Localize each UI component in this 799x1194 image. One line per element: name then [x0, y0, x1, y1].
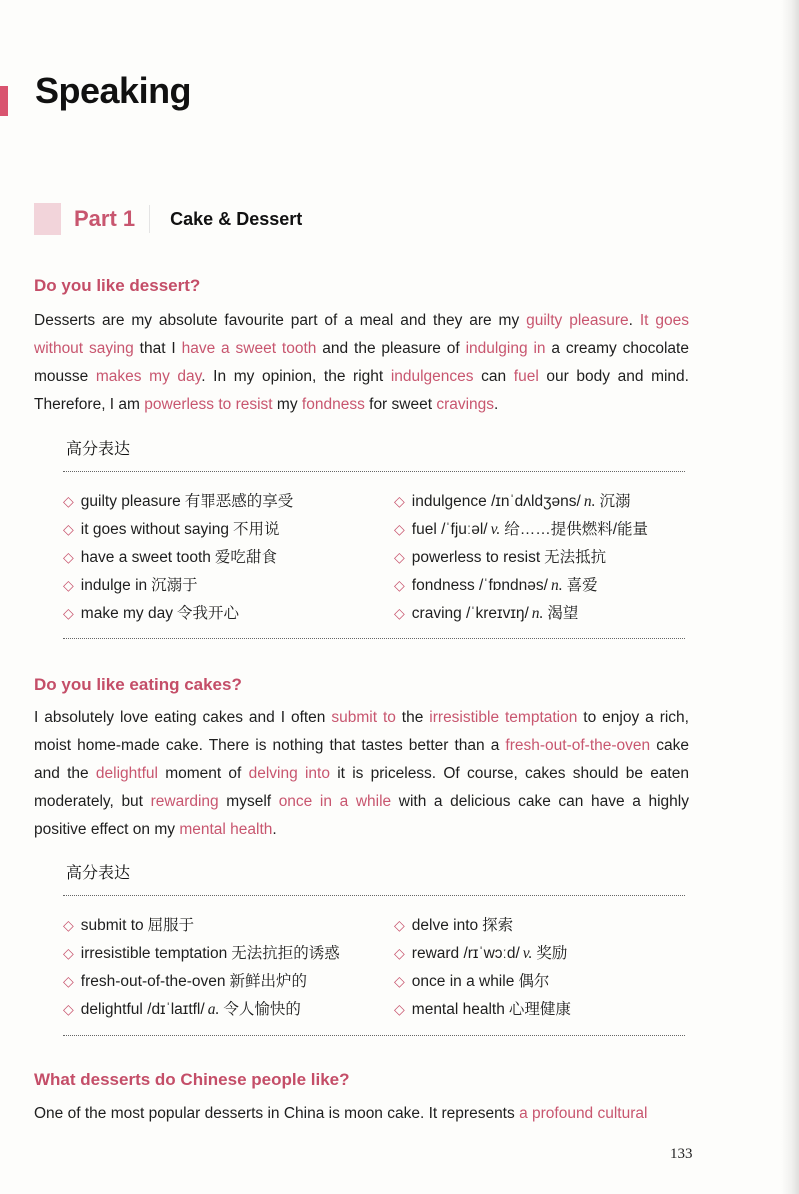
vocab-term: indulge in — [80, 577, 148, 594]
answer-text: and the pleasure of — [316, 340, 466, 357]
diamond-bullet-icon: ◇ — [394, 493, 405, 509]
vocab-term: guilty pleasure — [80, 493, 181, 510]
diamond-bullet-icon: ◇ — [63, 917, 74, 933]
page-binding-shadow — [781, 0, 799, 1194]
key-phrase: delightful — [95, 765, 158, 782]
diamond-bullet-icon: ◇ — [63, 945, 74, 961]
vocab-part-of-speech: n. — [550, 577, 563, 594]
vocab-list-2 — [63, 911, 693, 1023]
diamond-bullet-icon: ◇ — [394, 605, 405, 621]
vocab-term: fuel /ˈfjuːəl/ — [411, 521, 488, 538]
vocab-item — [394, 515, 693, 543]
vocab-term: fresh-out-of-the-oven — [80, 973, 226, 990]
vocab-heading-2: 高分表达 — [66, 865, 131, 882]
vocab-term: fondness /ˈfɒndnəs/ — [411, 577, 548, 594]
vocab-translation: 沉溺于 — [151, 577, 198, 594]
key-phrase: submit to — [331, 709, 396, 726]
answer-text: that I — [133, 340, 182, 357]
answer-text: to enjoy a rich, moist home-made cake. There is nothing that tastes better than a — [34, 709, 689, 754]
vocab-term: once in a while — [411, 973, 515, 990]
key-phrase: mental health — [179, 821, 273, 838]
diamond-bullet-icon: ◇ — [394, 973, 405, 989]
key-phrase: It goes without saying — [34, 312, 690, 357]
vocab-item — [63, 515, 394, 543]
vocab-term: delve into — [411, 917, 479, 934]
vocab-term: craving /ˈkreɪvɪŋ/ — [411, 605, 529, 622]
vocab-heading-1: 高分表达 — [66, 441, 131, 458]
vocab-rule-bottom-2 — [63, 1035, 685, 1036]
vocab-item — [394, 995, 693, 1023]
question-1: Do you like dessert? — [34, 276, 201, 295]
answer-text: a creamy chocolate mousse — [34, 340, 689, 385]
answer-text: the — [395, 709, 430, 726]
diamond-bullet-icon: ◇ — [63, 605, 74, 621]
answer-text: our body and mind. Therefore, I am — [34, 368, 689, 413]
diamond-bullet-icon: ◇ — [63, 521, 74, 537]
key-phrase: indulgences — [390, 368, 474, 385]
part-divider — [149, 205, 150, 233]
diamond-bullet-icon: ◇ — [394, 945, 405, 961]
diamond-bullet-icon: ◇ — [394, 549, 405, 565]
key-phrase: a profound cultural — [519, 1105, 648, 1122]
key-phrase: indulging in — [465, 340, 546, 357]
answer-2 — [34, 704, 689, 844]
answer-text: for sweet — [364, 396, 437, 413]
vocab-part-of-speech: v. — [522, 945, 533, 962]
diamond-bullet-icon: ◇ — [63, 973, 74, 989]
key-phrase: rewarding — [150, 793, 219, 810]
answer-1 — [34, 307, 689, 419]
diamond-bullet-icon: ◇ — [63, 577, 74, 593]
question-3: What desserts do Chinese people like? — [34, 1070, 350, 1089]
part-topic: Cake & Dessert — [170, 208, 303, 229]
answer-text: cake and the — [34, 737, 689, 782]
vocab-translation: 新鲜出炉的 — [229, 973, 308, 990]
answer-text: I absolutely love eating cakes and I often — [34, 709, 332, 726]
vocab-translation: 沉溺 — [599, 493, 631, 510]
diamond-bullet-icon: ◇ — [394, 917, 405, 933]
vocab-part-of-speech: n. — [531, 605, 544, 622]
key-phrase: delving into — [248, 765, 330, 782]
vocab-item — [63, 599, 394, 627]
vocab-rule-top-1 — [63, 471, 685, 472]
vocab-part-of-speech: n. — [583, 493, 596, 510]
diamond-bullet-icon: ◇ — [63, 1001, 74, 1017]
vocab-term: mental health — [411, 1001, 505, 1018]
vocab-part-of-speech: a. — [207, 1001, 220, 1018]
answer-text: . — [628, 312, 640, 329]
vocab-translation: 偶尔 — [518, 973, 550, 990]
answer-text: . In my opinion, the right — [201, 368, 391, 385]
vocab-item — [63, 487, 394, 515]
vocab-item — [394, 939, 693, 967]
vocab-term: submit to — [80, 917, 144, 934]
vocab-item — [63, 543, 394, 571]
vocab-item — [394, 571, 693, 599]
vocab-list-1 — [63, 487, 693, 627]
vocab-term: delightful /dɪˈlaɪtfl/ — [80, 1001, 205, 1018]
answer-text: can — [473, 368, 514, 385]
part-marker-box — [34, 203, 61, 235]
diamond-bullet-icon: ◇ — [394, 521, 405, 537]
diamond-bullet-icon: ◇ — [394, 1001, 405, 1017]
vocab-item — [394, 543, 693, 571]
vocab-item — [63, 967, 394, 995]
answer-3 — [34, 1100, 689, 1128]
vocab-item — [63, 571, 394, 599]
vocab-term: indulgence /ɪnˈdʌldʒəns/ — [411, 493, 581, 510]
vocab-translation: 无法抵抗 — [544, 549, 607, 566]
key-phrase: fuel — [513, 368, 539, 385]
vocab-translation: 给……提供燃料/能量 — [504, 521, 649, 538]
vocab-term: reward /rɪˈwɔːd/ — [411, 945, 520, 962]
vocab-translation: 探索 — [482, 917, 514, 934]
vocab-rule-top-2 — [63, 895, 685, 896]
key-phrase: makes my day — [95, 368, 202, 385]
answer-text: myself — [218, 793, 279, 810]
vocab-term: have a sweet tooth — [80, 549, 211, 566]
answer-text: . — [494, 396, 499, 413]
vocab-translation: 不用说 — [232, 521, 280, 538]
answer-text: . — [272, 821, 277, 838]
vocab-term: irresistible temptation — [80, 945, 228, 962]
diamond-bullet-icon: ◇ — [394, 577, 405, 593]
answer-text: it is priceless. Of course, cakes should be eaten moderately, but — [34, 765, 689, 810]
key-phrase: fresh-out-of-the-oven — [505, 737, 651, 754]
answer-text: with a delicious cake can have a highly positive effect on my — [34, 793, 689, 838]
page-title: Speaking — [35, 70, 192, 111]
vocab-item — [394, 967, 693, 995]
vocab-translation: 渴望 — [547, 605, 579, 622]
vocab-item — [63, 911, 394, 939]
vocab-translation: 喜爱 — [566, 577, 598, 594]
page-number: 133 — [670, 1146, 693, 1162]
vocab-rule-bottom-1 — [63, 638, 685, 639]
vocab-item — [394, 911, 693, 939]
question-2: Do you like eating cakes? — [34, 675, 242, 694]
key-phrase: once in a while — [278, 793, 392, 810]
answer-text: Desserts are my absolute favourite part of a meal and they are my — [34, 312, 527, 329]
part-label: Part 1 — [74, 206, 136, 231]
vocab-part-of-speech: v. — [490, 521, 501, 538]
diamond-bullet-icon: ◇ — [63, 493, 74, 509]
key-phrase: cravings — [436, 396, 495, 413]
key-phrase: guilty pleasure — [526, 312, 629, 329]
part-header — [34, 202, 302, 236]
vocab-term: it goes without saying — [80, 521, 229, 538]
vocab-translation: 屈服于 — [147, 917, 195, 934]
vocab-translation: 令我开心 — [176, 605, 239, 622]
vocab-translation: 心理健康 — [508, 1001, 571, 1018]
vocab-term: powerless to resist — [411, 549, 541, 566]
vocab-translation: 有罪恶感的享受 — [184, 493, 294, 510]
key-phrase: fondness — [301, 396, 365, 413]
key-phrase: irresistible temptation — [429, 709, 578, 726]
vocab-item — [394, 599, 693, 627]
key-phrase: have a sweet tooth — [181, 340, 317, 357]
answer-text: One of the most popular desserts in China is moon cake. It represents — [34, 1105, 520, 1122]
vocab-translation: 无法抗拒的诱惑 — [231, 945, 340, 962]
vocab-item — [63, 995, 394, 1023]
section-edge-tab — [0, 86, 8, 116]
vocab-translation: 爱吃甜食 — [214, 549, 277, 566]
answer-text: my — [272, 396, 302, 413]
vocab-item — [394, 487, 693, 515]
answer-text: moment of — [157, 765, 249, 782]
vocab-item — [63, 939, 394, 967]
vocab-translation: 奖励 — [536, 945, 568, 962]
key-phrase: powerless to resist — [144, 396, 273, 413]
vocab-translation: 令人愉快的 — [223, 1001, 301, 1018]
vocab-term: make my day — [80, 605, 173, 622]
diamond-bullet-icon: ◇ — [63, 549, 74, 565]
